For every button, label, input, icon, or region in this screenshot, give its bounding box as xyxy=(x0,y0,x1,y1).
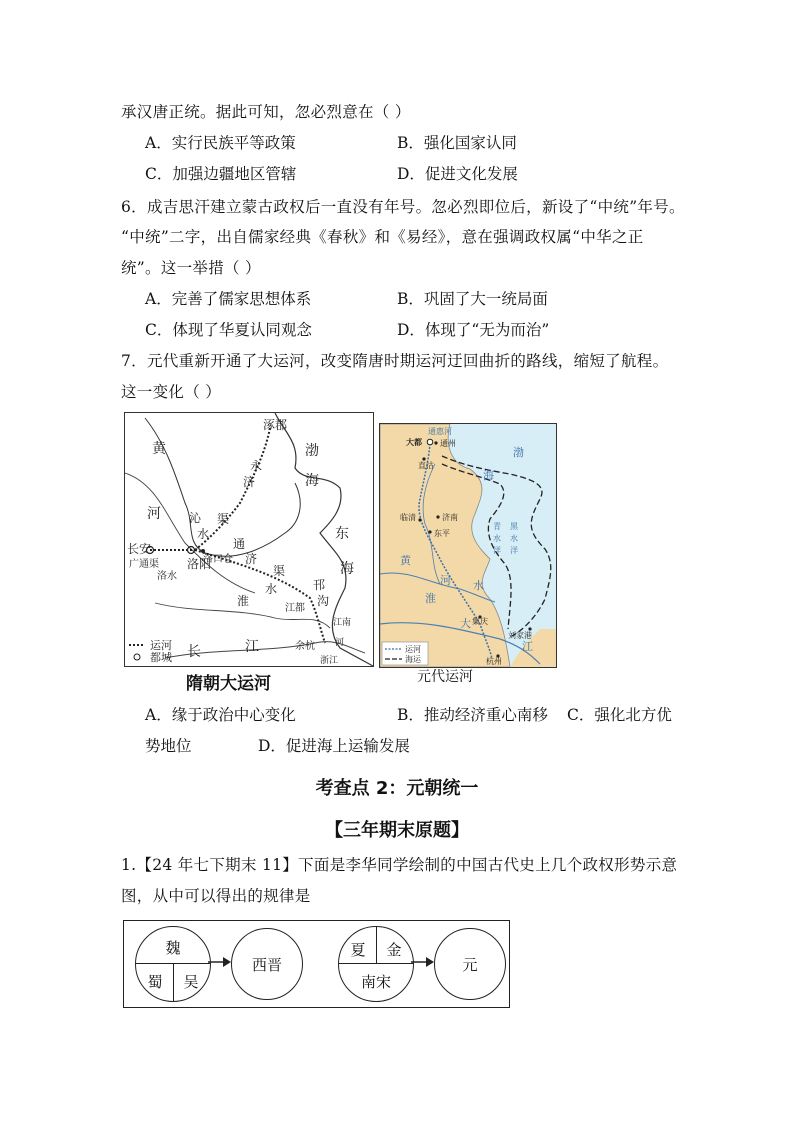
sui-label-qu: 渠 xyxy=(217,512,230,526)
q7-option-d: D．促进海上运输发展 xyxy=(258,737,410,755)
yuan-label-dongping: 东平 xyxy=(434,529,450,538)
song-jin-xia-circle xyxy=(338,926,414,1002)
western-jin-circle xyxy=(231,928,303,1000)
label-yuan: 元 xyxy=(462,956,478,974)
yuan-label-zhigu: 直沽 xyxy=(418,461,434,470)
q5-option-b: B．强化国家认同 xyxy=(397,134,517,152)
yuan-label-yang2: 洋 xyxy=(510,546,518,555)
sui-label-luokoucang: 洛口仓 xyxy=(203,554,233,565)
yuan-label-huai: 淮 xyxy=(425,592,436,605)
yuan-label-he: 河 xyxy=(440,574,451,587)
yuan-canal-map xyxy=(379,423,557,668)
sui-label-changan: 长安 xyxy=(127,542,152,556)
sui-label-qu2: 渠 xyxy=(273,564,286,578)
yuan-label-linqing: 临清 xyxy=(400,513,416,522)
sui-label-shui: 水 xyxy=(197,527,210,541)
sui-label-he2: 河 xyxy=(335,638,345,648)
yuan-label-huang: 黄 xyxy=(400,554,411,567)
sui-label-gou: 沟 xyxy=(317,594,330,608)
sui-label-zhuojun: 涿郡 xyxy=(263,418,288,432)
sui-label-chang: 长 xyxy=(187,644,201,660)
q6-option-b: B．巩固了大一统局面 xyxy=(397,290,548,308)
yuan-label-shui: 水 xyxy=(493,534,501,543)
label-xia: 夏 xyxy=(350,941,366,959)
yuan-label-jiqing: 集庆 xyxy=(472,617,488,626)
sui-legend-canal: 运河 xyxy=(150,639,172,652)
sui-label-luoshui: 洛水 xyxy=(157,571,177,582)
sui-label-huai: 淮 xyxy=(237,594,250,608)
q1-stem-line1: 1.【24 年七下期末 11】下面是李华同学绘制的中国古代史上几个政权形势示意 xyxy=(121,856,678,874)
yuan-label-shui3: 水 xyxy=(473,579,484,592)
song-jin-xia-divider-v xyxy=(376,927,377,964)
yuan-label-tonghuihe: 通惠河 xyxy=(428,427,452,436)
q5-option-d: D．促进文化发展 xyxy=(397,165,518,183)
sui-label-han: 邗 xyxy=(313,578,326,592)
q6-stem-line3: 统”。这一举措（ ） xyxy=(121,259,261,277)
label-nansong: 南宋 xyxy=(360,973,391,991)
yuan-label-yang: 洋 xyxy=(493,546,501,555)
yuan-label-hai: 海 xyxy=(483,469,494,482)
label-wei: 魏 xyxy=(165,939,181,957)
q7-stem-line2: 这一变化（ ） xyxy=(121,383,222,401)
yuan-label-liujiagang: 刘家港 xyxy=(508,631,532,640)
sui-canal-map-drawing xyxy=(125,413,373,666)
yuan-label-qing: 青 xyxy=(493,522,501,531)
sui-label-dong: 东 xyxy=(335,526,349,542)
yuan-label-da: 大 xyxy=(460,617,471,630)
sui-label-ji2: 济 xyxy=(245,552,258,566)
arrow-2-icon xyxy=(411,955,435,969)
yuan-label-hei: 黑 xyxy=(510,522,518,531)
label-shu: 蜀 xyxy=(147,973,163,991)
sui-label-qin: 沁 xyxy=(189,511,202,525)
yuan-map-caption: 元代运河 xyxy=(417,669,473,685)
q7-option-b: B．推动经济重心南移 xyxy=(397,706,548,724)
yuan-canal-map-drawing xyxy=(380,424,556,667)
three-kingdoms-circle xyxy=(135,926,211,1002)
sui-label-luoyang: 洛阳 xyxy=(187,557,212,571)
sui-label-zhejiang: 浙江 xyxy=(320,656,339,666)
label-jin: 金 xyxy=(386,941,402,959)
q1-stem-line2: 图，从中可以得出的规律是 xyxy=(121,887,311,905)
q6-option-d: D．体现了“无为而治” xyxy=(397,321,550,339)
q6-option-a: A．完善了儒家思想体系 xyxy=(145,290,312,308)
q5-option-a: A．实行民族平等政策 xyxy=(145,134,296,152)
section-title: 考查点 2：元朝统一 xyxy=(315,778,479,799)
three-kingdoms-divider-v xyxy=(173,964,174,1001)
sui-label-hai: 海 xyxy=(305,473,319,489)
sui-label-jiangdu: 江都 xyxy=(285,603,305,614)
yuan-label-jinan: 济南 xyxy=(442,513,458,522)
yuan-label-dadu: 大都 xyxy=(406,438,422,447)
yuan-label-bo: 渤 xyxy=(513,446,524,459)
arrow-1-icon xyxy=(208,955,232,969)
sui-legend-capital: 都城 xyxy=(150,651,172,664)
sui-label-hai2: 海 xyxy=(340,561,354,577)
sui-label-shui2: 水 xyxy=(265,582,278,596)
yuan-label-shui2: 水 xyxy=(510,534,518,543)
sui-label-huang: 黄 xyxy=(152,441,166,457)
sui-label-he: 河 xyxy=(147,506,161,522)
section-subtitle: 【三年期末原题】 xyxy=(325,820,469,841)
yuan-label-jiang: 江 xyxy=(522,640,533,653)
sui-label-guangtong: 广通渠 xyxy=(129,559,159,570)
q7-option-c-continued: 势地位 xyxy=(145,737,192,755)
yuan-legend-canal: 运河 xyxy=(405,645,421,654)
sui-label-yong: 永 xyxy=(250,459,263,473)
yuan-label-hangzhou: 杭州 xyxy=(486,657,502,666)
label-xijin: 西晋 xyxy=(251,956,282,974)
q6-stem-line2: “中统”二字，出自儒家经典《春秋》和《易经》，意在强调政权属“中华之正 xyxy=(121,228,644,246)
q5-stem-tail: 承汉唐正统。据此可知，忽必烈意在（ ） xyxy=(121,103,411,121)
q7-option-a: A．缘于政治中心变化 xyxy=(145,706,296,724)
sui-label-yuhang: 余杭 xyxy=(295,641,315,652)
sui-label-tong: 通 xyxy=(233,537,246,551)
label-wu: 吴 xyxy=(183,973,199,991)
sui-label-jiang: 江 xyxy=(245,639,259,655)
sui-map-caption: 隋朝大运河 xyxy=(186,674,271,694)
q6-option-c: C．体现了华夏认同观念 xyxy=(145,321,312,339)
sui-canal-map xyxy=(124,412,374,667)
q7-stem-line1: 7．元代重新开通了大运河，改变隋唐时期运河迂回曲折的路线，缩短了航程。 xyxy=(121,352,669,370)
yuan-legend-sea: 海运 xyxy=(405,655,421,664)
yuan-circle xyxy=(434,928,506,1000)
yuan-label-tongzhou: 通州 xyxy=(440,439,456,448)
sui-label-ji: 济 xyxy=(243,475,256,489)
q7-option-c: C．强化北方优 xyxy=(567,706,672,724)
q5-option-c: C．加强边疆地区管辖 xyxy=(145,165,297,183)
sui-label-bo: 渤 xyxy=(305,443,319,459)
sui-label-jiangnan: 江南 xyxy=(333,618,352,628)
q6-stem-line1: 6．成吉思汗建立蒙古政权后一直没有年号。忽必烈即位后，新设了“中统”年号。 xyxy=(121,198,685,216)
